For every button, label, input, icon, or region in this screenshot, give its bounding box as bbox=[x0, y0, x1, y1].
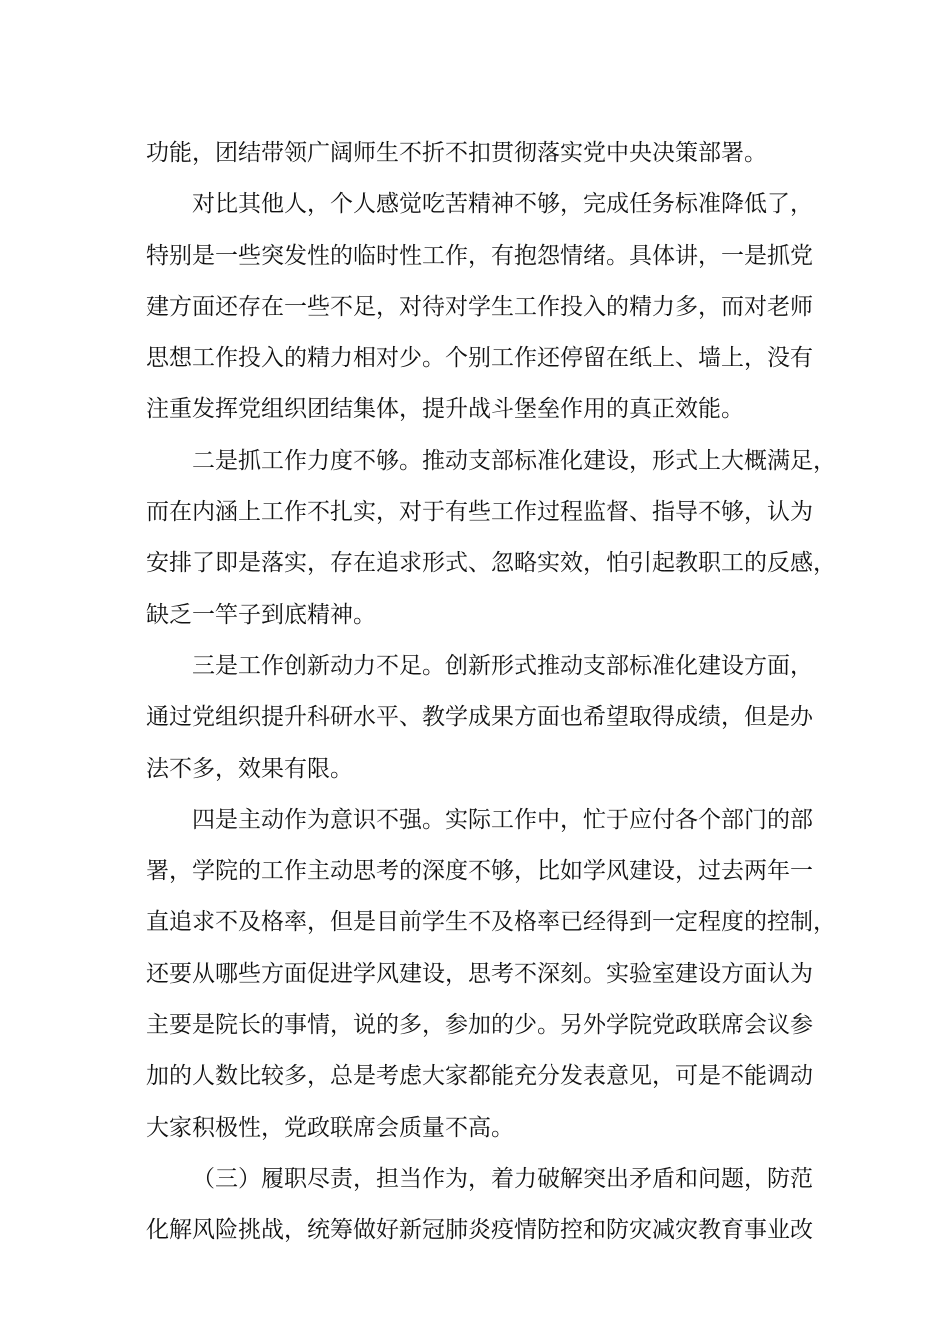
paragraph-5 bbox=[146, 795, 836, 1154]
text-line: 署，学院的工作主动思考的深度不够，比如学风建设，过去两年一 bbox=[146, 858, 813, 885]
text-line: 还要从哪些方面促进学风建设，思考不深刻。实验室建设方面认为 bbox=[146, 960, 813, 987]
paragraph-3 bbox=[146, 436, 836, 641]
text-line: （三）履职尽责，担当作为，着力破解突出矛盾和问题，防范 bbox=[192, 1165, 813, 1192]
paragraph-6 bbox=[146, 1154, 826, 1257]
paragraph-2 bbox=[146, 179, 826, 435]
text-line: 思想工作投入的精力相对少。个别工作还停留在纸上、墙上，没有 bbox=[146, 345, 813, 372]
text-line: 通过党组织提升科研水平、教学成果方面也希望取得成绩，但是办 bbox=[146, 704, 813, 731]
paragraph-1 bbox=[146, 128, 826, 179]
text-line: 特别是一些突发性的临时性工作，有抱怨情绪。具体讲，一是抓党 bbox=[146, 242, 813, 269]
text-line: 四是主动作为意识不强。实际工作中，忙于应付各个部门的部 bbox=[192, 806, 813, 833]
text-line: 三是工作创新动力不足。创新形式推动支部标准化建设方面， bbox=[192, 652, 813, 679]
text-line: 缺乏一竿子到底精神。 bbox=[146, 601, 376, 628]
text-line: 化解风险挑战，统筹做好新冠肺炎疫情防控和防灾减灾教育事业改 bbox=[146, 1217, 813, 1244]
text-line: 而在内涵上工作不扎实，对于有些工作过程监督、指导不够，认为 bbox=[146, 499, 813, 526]
text-line: 安排了即是落实，存在追求形式、忽略实效，怕引起教职工的反感， bbox=[146, 550, 836, 577]
text-line: 建方面还存在一些不足，对待对学生工作投入的精力多，而对老师 bbox=[146, 293, 813, 320]
text-line: 二是抓工作力度不够。推动支部标准化建设，形式上大概满足， bbox=[192, 447, 836, 474]
body-text bbox=[146, 128, 836, 1257]
paragraph-4 bbox=[146, 641, 826, 795]
text-line: 主要是院长的事情，说的多，参加的少。另外学院党政联席会议参 bbox=[146, 1012, 813, 1039]
text-line: 直追求不及格率，但是目前学生不及格率已经得到一定程度的控制， bbox=[146, 909, 836, 936]
text-line: 加的人数比较多，总是考虑大家都能充分发表意见，可是不能调动 bbox=[146, 1063, 813, 1090]
text-line: 功能，团结带领广阔师生不折不扣贯彻落实党中央决策部署。 bbox=[146, 140, 767, 166]
text-line: 法不多，效果有限。 bbox=[146, 755, 353, 782]
text-line: 注重发挥党组织团结集体，提升战斗堡垒作用的真正效能。 bbox=[146, 396, 744, 423]
text-line: 对比其他人，个人感觉吃苦精神不够，完成任务标准降低了， bbox=[192, 191, 813, 218]
text-line: 大家积极性，党政联席会质量不高。 bbox=[146, 1114, 514, 1141]
